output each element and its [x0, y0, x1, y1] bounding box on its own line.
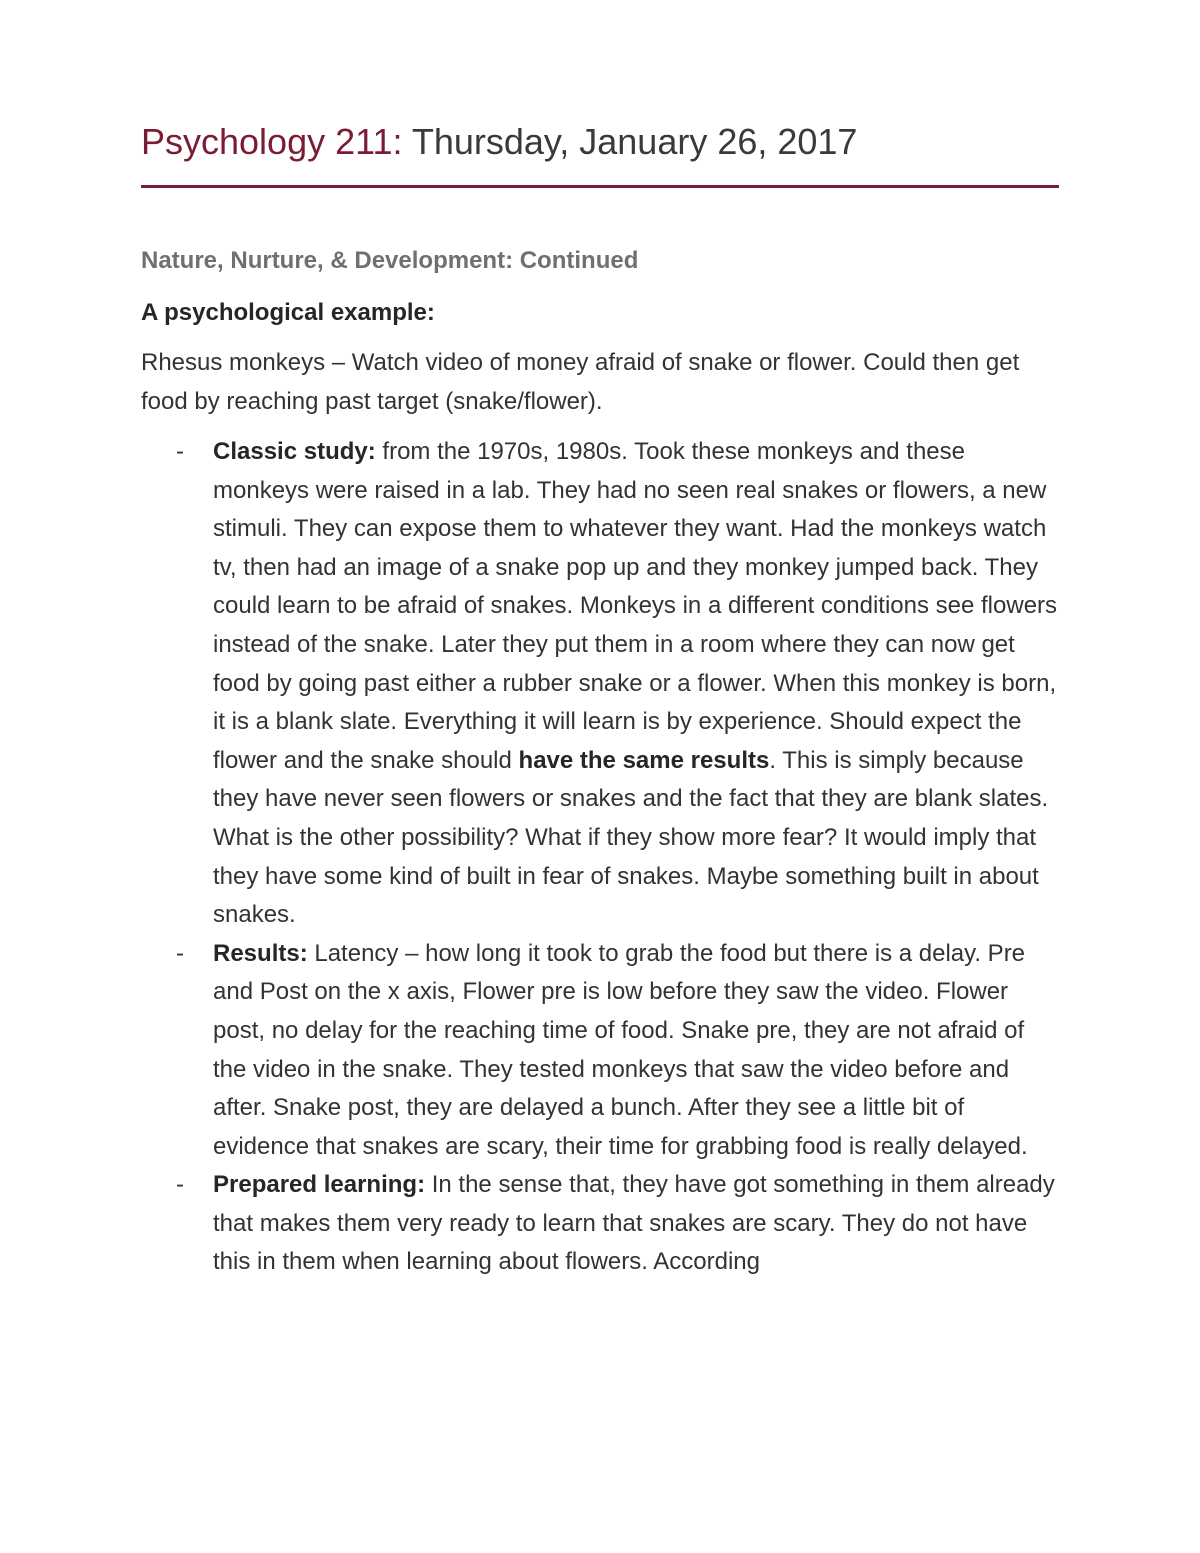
bullet-results — [141, 935, 1059, 1167]
bullet-list — [141, 433, 1059, 1282]
bullet-text: Latency – how long it took to grab the food but there is a delay. Pre and Post on the x axis, Flower pre is low before they saw the video. Flower post, no delay for the reaching time of food. Snake pre, they are not afraid of the video in the snake. They tested monkeys that saw the video before and after. Snake post, they are delayed a bunch. After they see a little bit of evidence that snakes are scary, their time for grabbing food is really delayed. — [213, 939, 1028, 1160]
bullet-label: Prepared learning: — [213, 1171, 426, 1199]
bullet-text: In the sense that, they have got something in them already that makes them very ready to learn that snakes are scary. They do not have this in them when learning about flowers. According — [213, 1171, 1055, 1276]
bullet-label: Results: — [213, 939, 308, 967]
lecture-date: Thursday, January 26, 2017 — [402, 121, 858, 162]
bullet-classic-study — [141, 433, 1059, 935]
bullet-text: . This is simply because they have never seen flowers or snakes and the fact that they are blank slates. What is the other possibility? What if they show more fear? It would imply that they have some kind of built in fear of snakes. Maybe something built in about snakes. — [213, 746, 1049, 929]
bullet-dash: - — [176, 438, 184, 465]
intro-paragraph: Rhesus monkeys – Watch video of money afraid of snake or flower. Could then get food by reaching past target (snake/flower). — [141, 349, 1020, 415]
bullet-emphasis: have the same results — [518, 746, 770, 774]
title-divider — [141, 185, 1059, 188]
bullet-dash: - — [176, 939, 184, 967]
bullet-prepared-learning — [141, 1166, 1059, 1282]
example-heading: A psychological example: — [141, 299, 435, 326]
course-name: Psychology 211: — [141, 121, 403, 162]
section-title: Nature, Nurture, & Development: Continued — [141, 247, 639, 274]
bullet-label: Classic study: — [213, 438, 376, 465]
bullet-dash: - — [176, 1171, 184, 1199]
bullet-text: from the 1970s, 1980s. Took these monkeys and these monkeys were raised in a lab. They had no seen real snakes or flowers, a new stimuli. They can expose them to whatever they want. Had the monkeys watch tv, then had an image of a snake pop up and they monkey jumped back. They could learn to be afraid of snakes. Monkeys in a different conditions see flowers instead of the snake. Later they put them in a room where they can now get food by going past either a rubber snake or a flower. When this monkey is born, it is a blank slate. Everything it will learn is by experience. Should expect the flower and the snake should — [213, 438, 1058, 774]
page-title — [141, 118, 857, 166]
